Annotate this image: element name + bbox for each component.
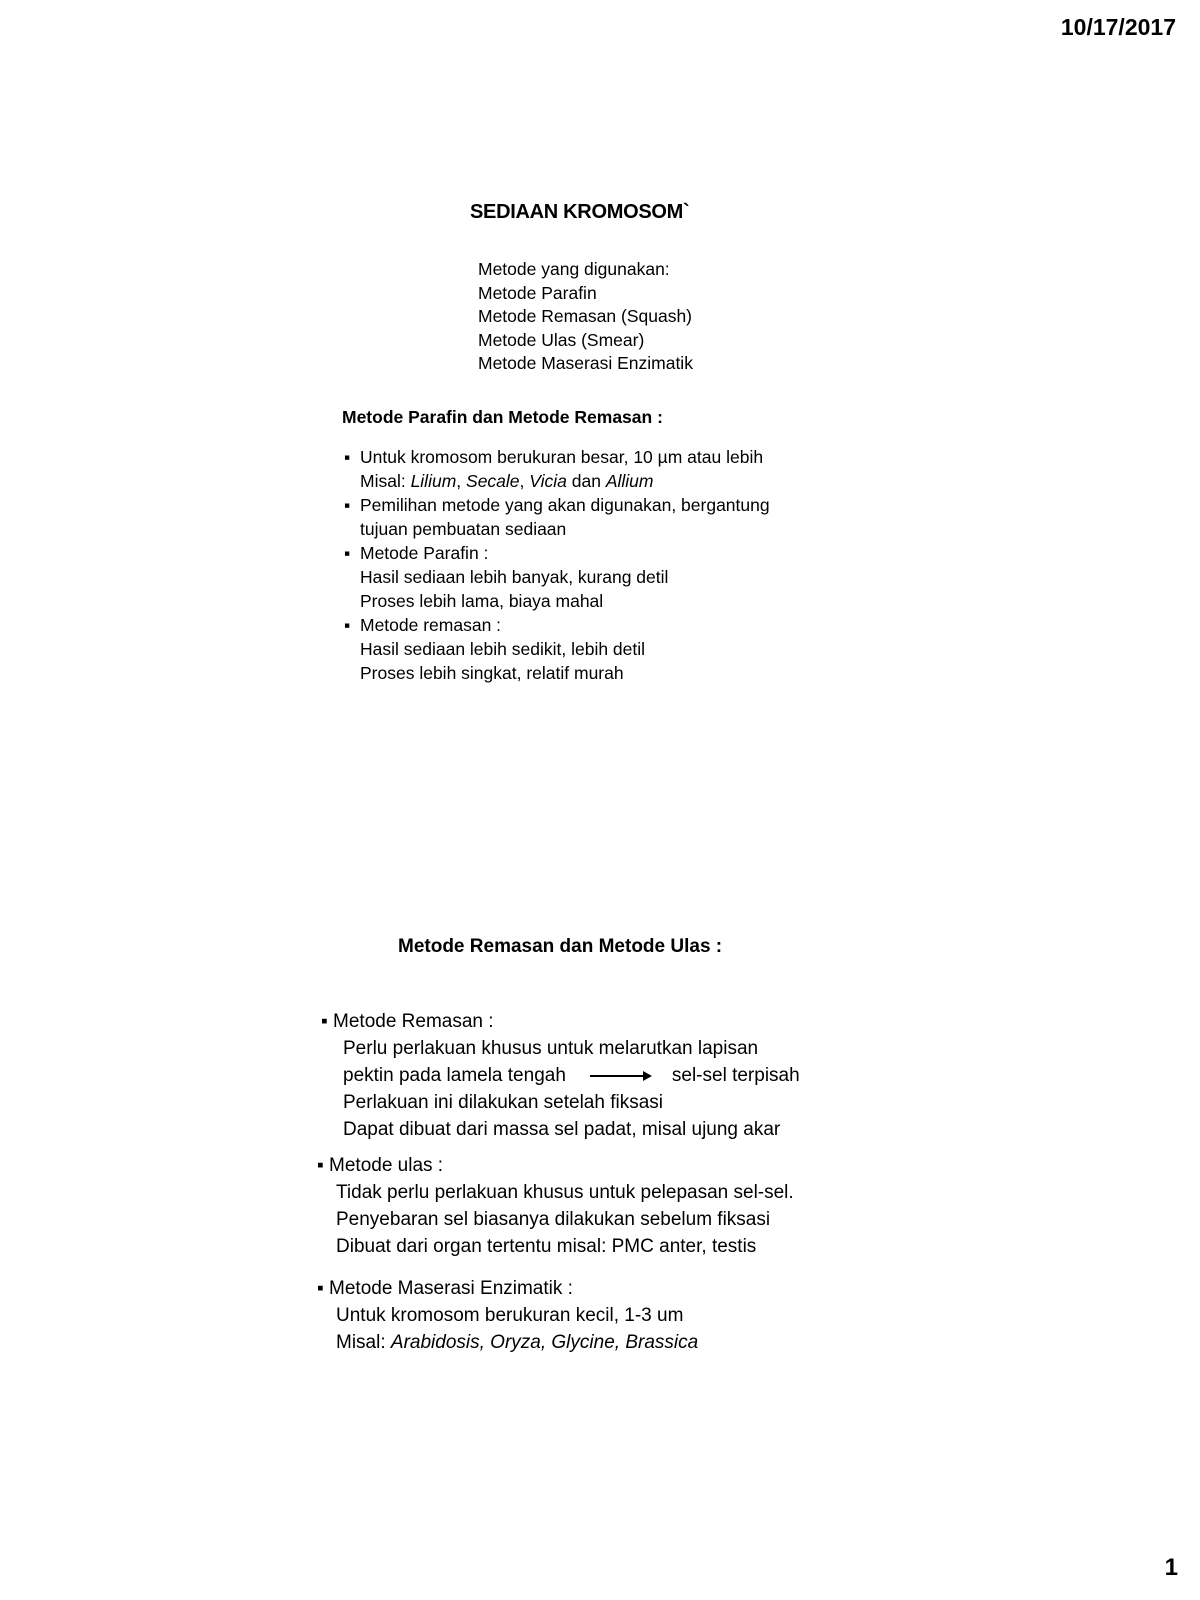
bullet-icon: ▪ xyxy=(344,447,351,467)
separator: dan xyxy=(566,471,606,491)
right-arrow-icon xyxy=(590,1075,650,1077)
remasan-section xyxy=(321,1008,800,1143)
method-item: Metode Remasan (Squash) xyxy=(478,306,692,326)
body-line: Penyebaran sel biasanya dilakukan sebelum fiksasi xyxy=(336,1209,771,1230)
body-line: Dibuat dari organ tertentu misal: PMC anter, testis xyxy=(336,1236,757,1257)
bullet-icon: ▪ xyxy=(317,1155,330,1176)
misal-label: Misal: xyxy=(360,471,411,491)
species-name: Secale xyxy=(466,471,520,491)
method-item: Metode Maserasi Enzimatik xyxy=(478,353,693,373)
maserasi-heading: Metode Maserasi Enzimatik : xyxy=(329,1278,573,1299)
bullet-line: Hasil sediaan lebih sedikit, lebih detil xyxy=(360,639,646,659)
bullet-item xyxy=(344,445,770,493)
body-line: Untuk kromosom berukuran kecil, 1-3 um xyxy=(336,1305,684,1326)
slide2-title: Metode Remasan dan Metode Ulas : xyxy=(398,936,723,957)
bullet-icon: ▪ xyxy=(344,543,351,563)
bullet-line: Metode remasan : xyxy=(360,615,502,635)
maserasi-section xyxy=(317,1275,698,1356)
bullet-line xyxy=(360,469,770,493)
body-line xyxy=(317,1329,698,1356)
body-line: Perlu perlakuan khusus untuk melarutkan lapisan xyxy=(343,1038,759,1059)
methods-intro: Metode yang digunakan: xyxy=(478,259,670,279)
body-line: Perlakuan ini dilakukan setelah fiksasi xyxy=(343,1092,664,1113)
bullet-item xyxy=(344,541,770,613)
bullet-icon: ▪ xyxy=(344,495,351,515)
bullet-item xyxy=(344,493,770,541)
species-name: Vicia xyxy=(529,471,567,491)
section-heading xyxy=(321,1008,800,1035)
remasan-heading: Metode Remasan : xyxy=(333,1011,494,1032)
separator: , xyxy=(519,471,530,491)
bullet-line: Hasil sediaan lebih banyak, kurang detil xyxy=(360,567,669,587)
species-name: Lilium xyxy=(410,471,457,491)
page-number: 1 xyxy=(1164,1554,1178,1581)
body-text: pektin pada lamela tengah xyxy=(343,1065,566,1086)
section-heading xyxy=(317,1152,794,1179)
bullet-line: tujuan pembuatan sediaan xyxy=(360,519,567,539)
ulas-heading: Metode ulas : xyxy=(329,1155,444,1176)
bullet-line: Untuk kromosom berukuran besar, 10 µm atau lebih xyxy=(360,447,764,467)
bullet-line: Metode Parafin : xyxy=(360,543,489,563)
date-header: 10/17/2017 xyxy=(1060,14,1176,40)
slide1-bullet-list xyxy=(344,445,770,685)
arrow-line xyxy=(321,1062,800,1089)
slide1-subheading: Metode Parafin dan Metode Remasan : xyxy=(342,407,663,427)
bullet-icon: ▪ xyxy=(317,1278,330,1299)
species-name: Allium xyxy=(605,471,654,491)
misal-label: Misal: xyxy=(336,1332,391,1353)
methods-list xyxy=(478,258,693,376)
body-text: sel-sel terpisah xyxy=(671,1065,800,1086)
section-heading xyxy=(317,1275,698,1302)
bullet-item xyxy=(344,613,770,685)
slide1-title: SEDIAAN KROMOSOM` xyxy=(470,201,690,223)
body-line: Tidak perlu perlakuan khusus untuk pelepasan sel-sel. xyxy=(336,1182,794,1203)
bullet-icon: ▪ xyxy=(321,1011,334,1032)
separator: , xyxy=(456,471,467,491)
method-item: Metode Parafin xyxy=(478,282,597,303)
method-item: Metode Ulas (Smear) xyxy=(478,329,645,350)
bullet-line: Pemilihan metode yang akan digunakan, bergantung xyxy=(360,495,770,515)
bullet-line: Proses lebih singkat, relatif murah xyxy=(360,663,624,683)
ulas-section xyxy=(317,1152,794,1260)
bullet-line: Proses lebih lama, biaya mahal xyxy=(360,591,604,611)
bullet-icon: ▪ xyxy=(344,615,351,635)
species-list: Arabidosis, Oryza, Glycine, Brassica xyxy=(390,1332,699,1353)
body-line: Dapat dibuat dari massa sel padat, misal ujung akar xyxy=(343,1119,781,1140)
